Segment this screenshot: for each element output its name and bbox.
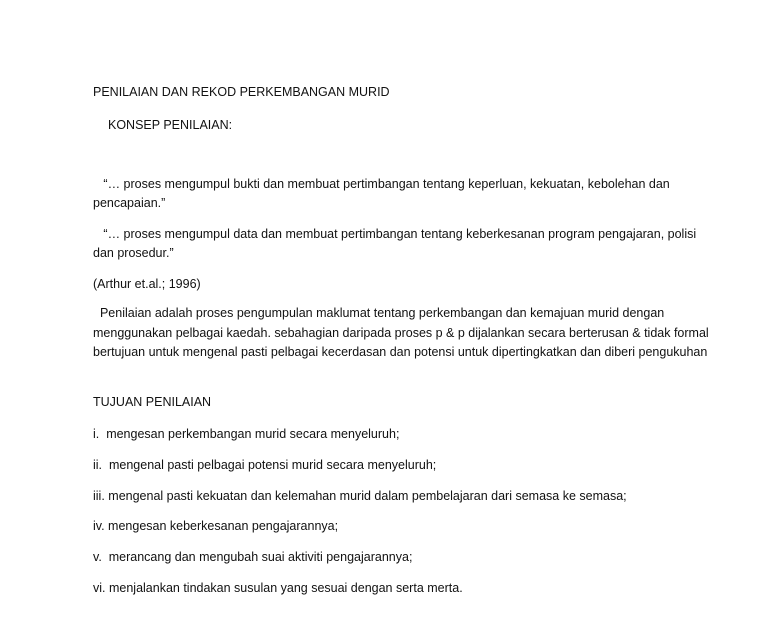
quote-1-text: “… proses mengumpul bukti dan membuat pertimbangan tentang keperluan, kekuatan, kebolehan dan pencapaian.”	[93, 177, 670, 210]
body-paragraph-text: Penilaian adalah proses pengumpulan maklumat tentang perkembangan dan kemajuan murid dengan menggunakan pelbagai kaedah. sebahagian daripada proses p & p dijalankan secara berterusan & tidak formal bertujuan untuk mengenal pasti pelbagai kecerdasan dan potensi untuk dipertingkatkan dan diberi pengukuhan	[93, 306, 709, 359]
list-item: iii. mengenal pasti kekuatan dan kelemahan murid dalam pembelajaran dari semasa ke semasa;	[93, 489, 627, 503]
document-title: PENILAIAN DAN REKOD PERKEMBANGAN MURID	[93, 85, 390, 99]
section-heading-konsep: KONSEP PENILAIAN:	[108, 118, 233, 132]
quote-2	[93, 225, 713, 263]
list-item: vi. menjalankan tindakan susulan yang sesuai dengan serta merta.	[93, 581, 463, 595]
list-item: iv. mengesan keberkesanan pengajarannya;	[93, 519, 339, 533]
quote-1	[93, 175, 713, 213]
list-item: i. mengesan perkembangan murid secara menyeluruh;	[93, 427, 400, 441]
list-item: v. merancang dan mengubah suai aktiviti pengajarannya;	[93, 550, 413, 564]
body-paragraph	[93, 304, 723, 363]
section-heading-tujuan: TUJUAN PENILAIAN	[93, 395, 212, 409]
citation: (Arthur et.al.; 1996)	[93, 277, 201, 291]
quote-2-text: “… proses mengumpul data dan membuat pertimbangan tentang keberkesanan program pengajaran, polisi dan prosedur.”	[93, 227, 697, 260]
list-item: ii. mengenal pasti pelbagai potensi murid secara menyeluruh;	[93, 458, 437, 472]
